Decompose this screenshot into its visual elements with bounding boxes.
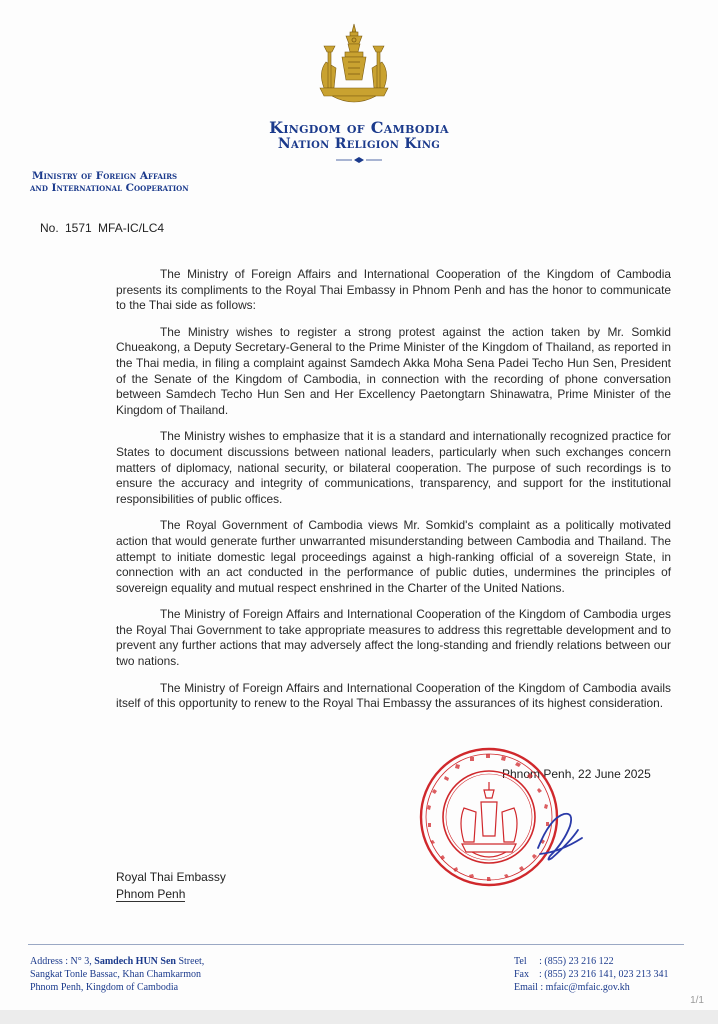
footer-contacts bbox=[514, 955, 668, 994]
address-line1 bbox=[30, 955, 204, 968]
email[interactable]: Email : mfaic@mfaic.gov.kh bbox=[514, 982, 630, 993]
footer-divider bbox=[28, 944, 684, 945]
paragraph: The Ministry wishes to emphasize that it is a standard and internationally recognized practice for States to document discussions between national leaders, particularly when such exchanges concern matters of diplomacy, national security, or bilateral cooperation. The purpose of such recordings is to ensure the accuracy and integrity of communications, transparency, and support for the institutional responsibilities of public offices. bbox=[116, 429, 671, 506]
royal-arms-emblem bbox=[312, 22, 396, 108]
address-line3: Phnom Penh, Kingdom of Cambodia bbox=[30, 982, 179, 993]
address-street: Samdech HUN Sen bbox=[94, 956, 176, 967]
national-motto: Nation Religion King bbox=[277, 136, 441, 152]
letter-body bbox=[116, 267, 671, 723]
country-title: Kingdom of Cambodia bbox=[269, 118, 449, 137]
ornament-divider bbox=[334, 156, 384, 164]
paragraph: The Ministry wishes to register a strong protest against the action taken by Mr. Somkid Chueakong, a Deputy Secretary-General to the Prime Minister of the Kingdom of Thailand, as reported in the Thai media, in filing a complaint against Samdech Akka Moha Sena Padei Techo Hun Sen, President of the Senate of the Kingdom of Cambodia, in connection with the recording of phone conversation between Samdech Techo Hun Sen and Her Excellency Paetongtarn Shinawatra, Prime Minister of the Kingdom of Thailand. bbox=[116, 324, 671, 417]
paragraph: The Ministry of Foreign Affairs and International Cooperation of the Kingdom of Cambodia avails itself of this opportunity to renew to the Royal Thai Embassy the assurances of its highest consideration. bbox=[116, 680, 671, 711]
fax: Fax : (855) 23 216 141, 023 213 341 bbox=[514, 969, 669, 980]
addressee-name: Royal Thai Embassy bbox=[116, 870, 226, 884]
ministry-name-line2: and International Cooperation bbox=[30, 182, 189, 194]
address-suffix: Street, bbox=[175, 956, 205, 967]
signature bbox=[520, 808, 590, 868]
telephone: Tel : (855) 23 216 122 bbox=[514, 956, 614, 967]
place-and-date: Phnom Penh, 22 June 2025 bbox=[502, 767, 651, 781]
paragraph: The Ministry of Foreign Affairs and International Cooperation of the Kingdom of Cambodia presents its compliments to the Royal Thai Embassy in Phnom Penh and has the honor to communicate to the Thai side as follows: bbox=[116, 267, 671, 313]
address-prefix: Address : N° 3, bbox=[30, 956, 95, 967]
ministry-name-line1: Ministry of Foreign Affairs bbox=[32, 170, 178, 182]
paragraph: The Ministry of Foreign Affairs and International Cooperation of the Kingdom of Cambodia urges the Royal Thai Government to take appropriate measures to address this regrettable development and to prevent any further actions that may adversely affect the long-standing and friendly relations between our two nations. bbox=[116, 607, 671, 669]
reference-number: No. 1571 MFA-IC/LC4 bbox=[40, 221, 165, 235]
addressee-city: Phnom Penh bbox=[116, 887, 186, 901]
footer-address bbox=[30, 955, 204, 994]
page-indicator: 1/1 bbox=[690, 995, 704, 1006]
address-line2: Sangkat Tonle Bassac, Khan Chamkarmon bbox=[30, 969, 202, 980]
paragraph: The Royal Government of Cambodia views Mr. Somkid's complaint as a politically motivated action that would generate further unwarranted misunderstanding between Cambodia and Thailand. The attempt to initiate domestic legal proceedings against a high-ranking official of a sovereign State, in connection with an act conducted in the performance of public duties, undermines the principles of sovereign equality and mutual respect enshrined in the Charter of the United Nations. bbox=[116, 518, 671, 595]
